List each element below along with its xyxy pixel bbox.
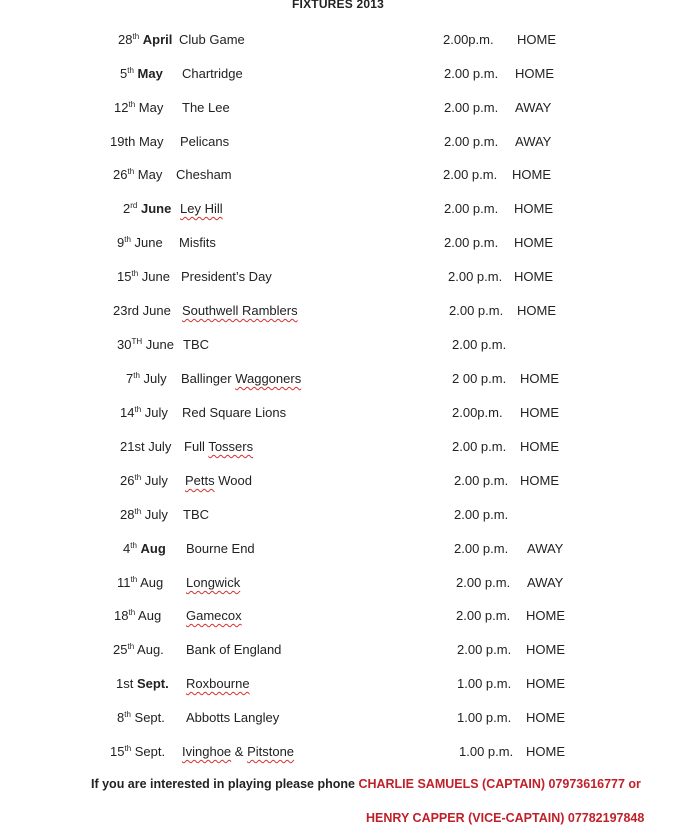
fixture-opponent: Ballinger Waggoners [181,371,302,386]
fixture-row [0,165,676,185]
fixture-time: 1.00 p.m. [457,710,512,725]
fixture-venue: HOME [512,167,551,182]
fixture-venue: AWAY [527,541,564,556]
fixture-opponent: Chartridge [182,66,243,81]
fixture-date: 1st Sept. [116,676,169,691]
fixture-venue: HOME [517,303,556,318]
fixture-date: 7th July [126,371,167,386]
fixture-date: 11th Aug [117,575,164,590]
fixture-venue: HOME [514,269,553,284]
fixture-date: 9th June [117,235,163,250]
fixture-opponent: Full Tossers [184,439,254,454]
fixture-time: 2.00 p.m. [454,473,509,488]
fixture-opponent: Bourne End [186,541,255,556]
fixture-date: 26th July [120,473,168,488]
fixture-time: 2.00 p.m. [456,608,511,623]
fixture-row [0,199,676,219]
fixture-row [0,742,676,762]
fixture-opponent: Chesham [176,167,232,182]
fixture-date: 12th May [114,100,164,115]
fixture-time: 2.00 p.m. [444,66,499,81]
fixture-time: 1.00 p.m. [457,676,512,691]
fixture-row [0,403,676,423]
fixture-opponent: TBC [183,507,209,522]
fixture-date: 23rd June [113,303,171,318]
fixture-time: 2 00 p.m. [452,371,507,386]
fixture-date: 4th Aug [123,541,166,556]
fixture-opponent: Ley Hill [180,201,223,216]
fixture-venue: HOME [526,710,565,725]
fixture-opponent: Petts Wood [185,473,252,488]
fixture-date: 26th May [113,167,163,182]
fixture-opponent: Ivinghoe & Pitstone [182,744,295,759]
fixture-opponent: Gamecox [186,608,242,623]
fixture-time: 2.00 p.m. [452,337,507,352]
fixture-opponent: Abbotts Langley [186,710,280,725]
fixture-venue: HOME [515,66,554,81]
fixture-date: 2rd June [123,201,172,216]
fixture-venue: HOME [514,201,553,216]
fixture-date: 15th June [117,269,170,284]
fixture-row [0,471,676,491]
fixture-time: 2.00p.m. [443,32,494,47]
fixture-opponent: Club Game [179,32,245,47]
fixture-date: 15th Sept. [110,744,166,759]
fixture-venue: AWAY [515,100,552,115]
fixture-row [0,640,676,660]
fixture-venue: HOME [520,405,559,420]
fixture-date: 25th Aug. [113,642,164,657]
fixture-row [0,132,676,152]
fixture-venue: HOME [526,744,565,759]
fixture-row [0,573,676,593]
contact-line-1 [91,777,641,791]
fixture-venue: HOME [520,473,559,488]
fixture-venue: HOME [520,439,559,454]
fixture-time: 2.00 p.m. [444,201,499,216]
fixture-date: 18th Aug [114,608,162,623]
fixture-date: 28th July [120,507,168,522]
fixture-time: 2.00 p.m. [444,134,499,149]
fixture-row [0,674,676,694]
fixture-opponent: The Lee [182,100,230,115]
fixture-venue: HOME [517,32,556,47]
fixture-date: 28th April [118,32,173,47]
fixture-row [0,505,676,525]
fixture-time: 2.00 p.m. [444,235,499,250]
fixture-time: 2.00 p.m. [443,167,498,182]
fixture-row [0,606,676,626]
fixture-row [0,267,676,287]
fixture-time: 2.00 p.m. [456,575,511,590]
fixture-venue: HOME [514,235,553,250]
fixture-opponent: Red Square Lions [182,405,287,420]
page-title: FIXTURES 2013 [292,0,384,11]
fixture-opponent: Pelicans [180,134,230,149]
fixture-date: 5th May [120,66,163,81]
fixture-date: 8th Sept. [117,710,165,725]
contact-intro-text: If you are interested in playing please phone [91,777,359,791]
fixture-opponent: Roxbourne [186,676,250,691]
fixture-time: 2.00 p.m. [452,439,507,454]
fixture-opponent: President’s Day [181,269,272,284]
fixture-time: 2.00 p.m. [449,303,504,318]
fixture-venue: HOME [526,642,565,657]
captain-contact: CHARLIE SAMUELS (CAPTAIN) 07973616777 or [358,777,641,791]
fixture-row [0,30,676,50]
fixture-time: 2.00 p.m. [454,541,509,556]
fixture-venue: AWAY [527,575,564,590]
fixture-row [0,708,676,728]
fixture-date: 21st July [120,439,172,454]
fixture-opponent: Misfits [179,235,216,250]
contact-line-2: HENRY CAPPER (VICE-CAPTAIN) 07782197848 [366,811,645,825]
fixture-time: 2.00 p.m. [454,507,509,522]
fixture-venue: HOME [526,676,565,691]
fixture-opponent: Longwick [186,575,241,590]
fixture-time: 2.00 p.m. [444,100,499,115]
fixture-venue: AWAY [515,134,552,149]
fixture-row [0,98,676,118]
fixture-row [0,335,676,355]
fixture-date: 19th May [110,134,164,149]
fixture-row [0,233,676,253]
fixture-date: 30TH June [117,337,174,352]
fixture-date: 14th July [120,405,168,420]
fixture-row [0,301,676,321]
fixture-row [0,437,676,457]
fixture-opponent: Southwell Ramblers [182,303,298,318]
fixture-row [0,539,676,559]
fixture-time: 2.00 p.m. [457,642,512,657]
fixture-time: 2.00 p.m. [448,269,503,284]
fixture-venue: HOME [526,608,565,623]
fixture-time: 1.00 p.m. [459,744,514,759]
fixture-row [0,64,676,84]
fixture-venue: HOME [520,371,559,386]
fixture-opponent: TBC [183,337,209,352]
fixture-row [0,369,676,389]
fixture-time: 2.00p.m. [452,405,503,420]
fixture-opponent: Bank of England [186,642,282,657]
